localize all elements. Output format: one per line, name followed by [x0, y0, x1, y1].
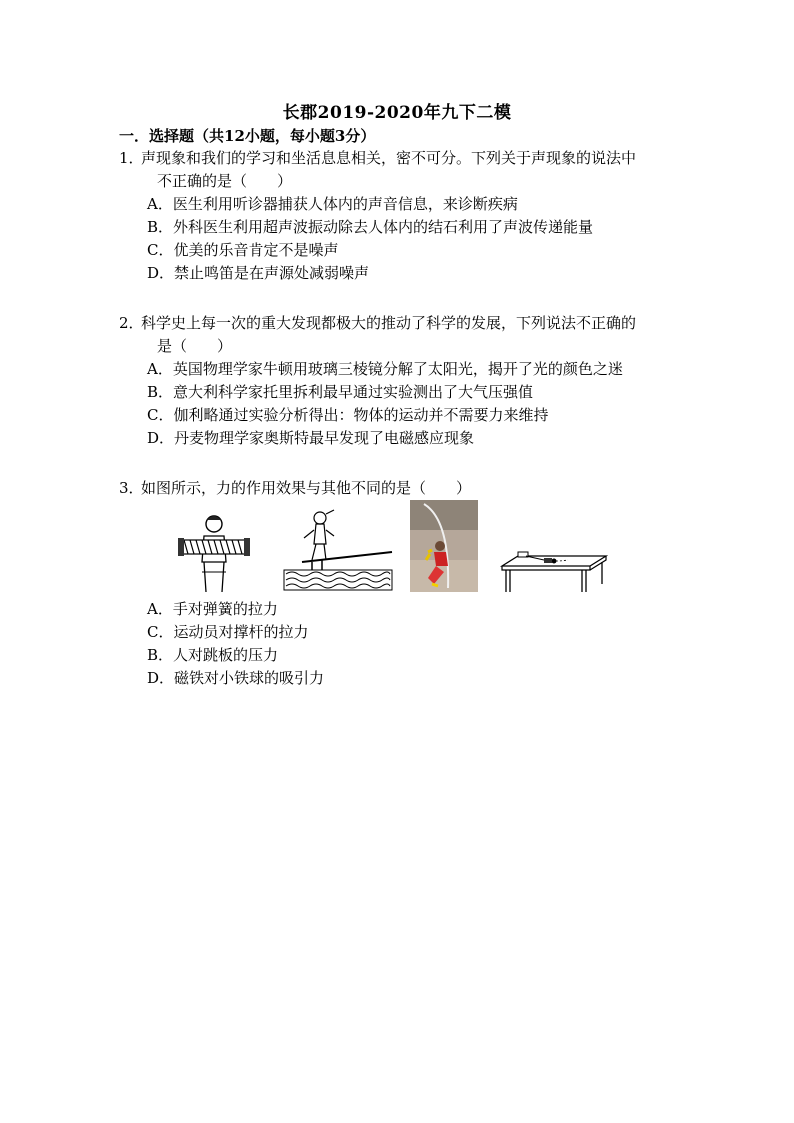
- exam-title: 长郡2019-2020年九下二模: [282, 103, 512, 123]
- question-3-figures: [170, 500, 620, 600]
- question-2: [119, 312, 636, 450]
- spring-pull-figure: [178, 512, 250, 596]
- question-number: 1．: [119, 149, 144, 167]
- pole-vault-photo: [410, 500, 478, 592]
- option-b: B．人对跳板的压力: [147, 646, 279, 664]
- question-3: [119, 477, 471, 500]
- magnet-ball-figure: [496, 544, 608, 596]
- question-text: 科学史上每一次的重大发现都极大的推动了科学的发展，下列说法不正确的: [141, 314, 637, 332]
- question-number: 3．: [119, 479, 144, 497]
- question-number: 2．: [119, 314, 144, 332]
- option-b: B．意大利科学家托里拆利最早通过实验测出了大气压强值: [147, 383, 534, 401]
- option-a: A．医生利用听诊器捕获人体内的声音信息，来诊断疾病: [147, 195, 518, 213]
- option-c: C．伽利略通过实验分析得出：物体的运动并不需要力来维持: [147, 406, 549, 424]
- option-c: C．优美的乐音肯定不是噪声: [147, 241, 339, 259]
- option-d: D．丹麦物理学家奥斯特最早发现了电磁感应现象: [147, 429, 475, 447]
- question-text: 如图所示，力的作用效果与其他不同的是（ ）: [141, 479, 472, 497]
- option-a: A．英国物理学家牛顿用玻璃三棱镜分解了太阳光，揭开了光的颜色之迷: [147, 360, 623, 378]
- question-3-options: [119, 598, 324, 690]
- diving-board-figure: [282, 508, 394, 596]
- question-text-continued: 是（ ）: [157, 337, 233, 355]
- option-d: D．磁铁对小铁球的吸引力: [147, 669, 325, 687]
- option-b: B．外科医生利用超声波振动除去人体内的结石利用了声波传递能量: [147, 218, 594, 236]
- option-a: A．手对弹簧的拉力: [147, 600, 278, 618]
- question-1: [119, 147, 636, 285]
- question-text-continued: 不正确的是（ ）: [157, 172, 293, 190]
- section-heading: 一．选择题（共12小题，每小题3分）: [119, 127, 376, 145]
- question-text: 声现象和我们的学习和坐活息息相关，密不可分。下列关于声现象的说法中: [141, 149, 637, 167]
- option-d: D．禁止鸣笛是在声源处减弱噪声: [147, 264, 370, 282]
- question-stem: [119, 477, 471, 500]
- question-stem: [119, 147, 636, 170]
- question-stem: [119, 312, 636, 335]
- option-c: C．运动员对撑杆的拉力: [147, 623, 309, 641]
